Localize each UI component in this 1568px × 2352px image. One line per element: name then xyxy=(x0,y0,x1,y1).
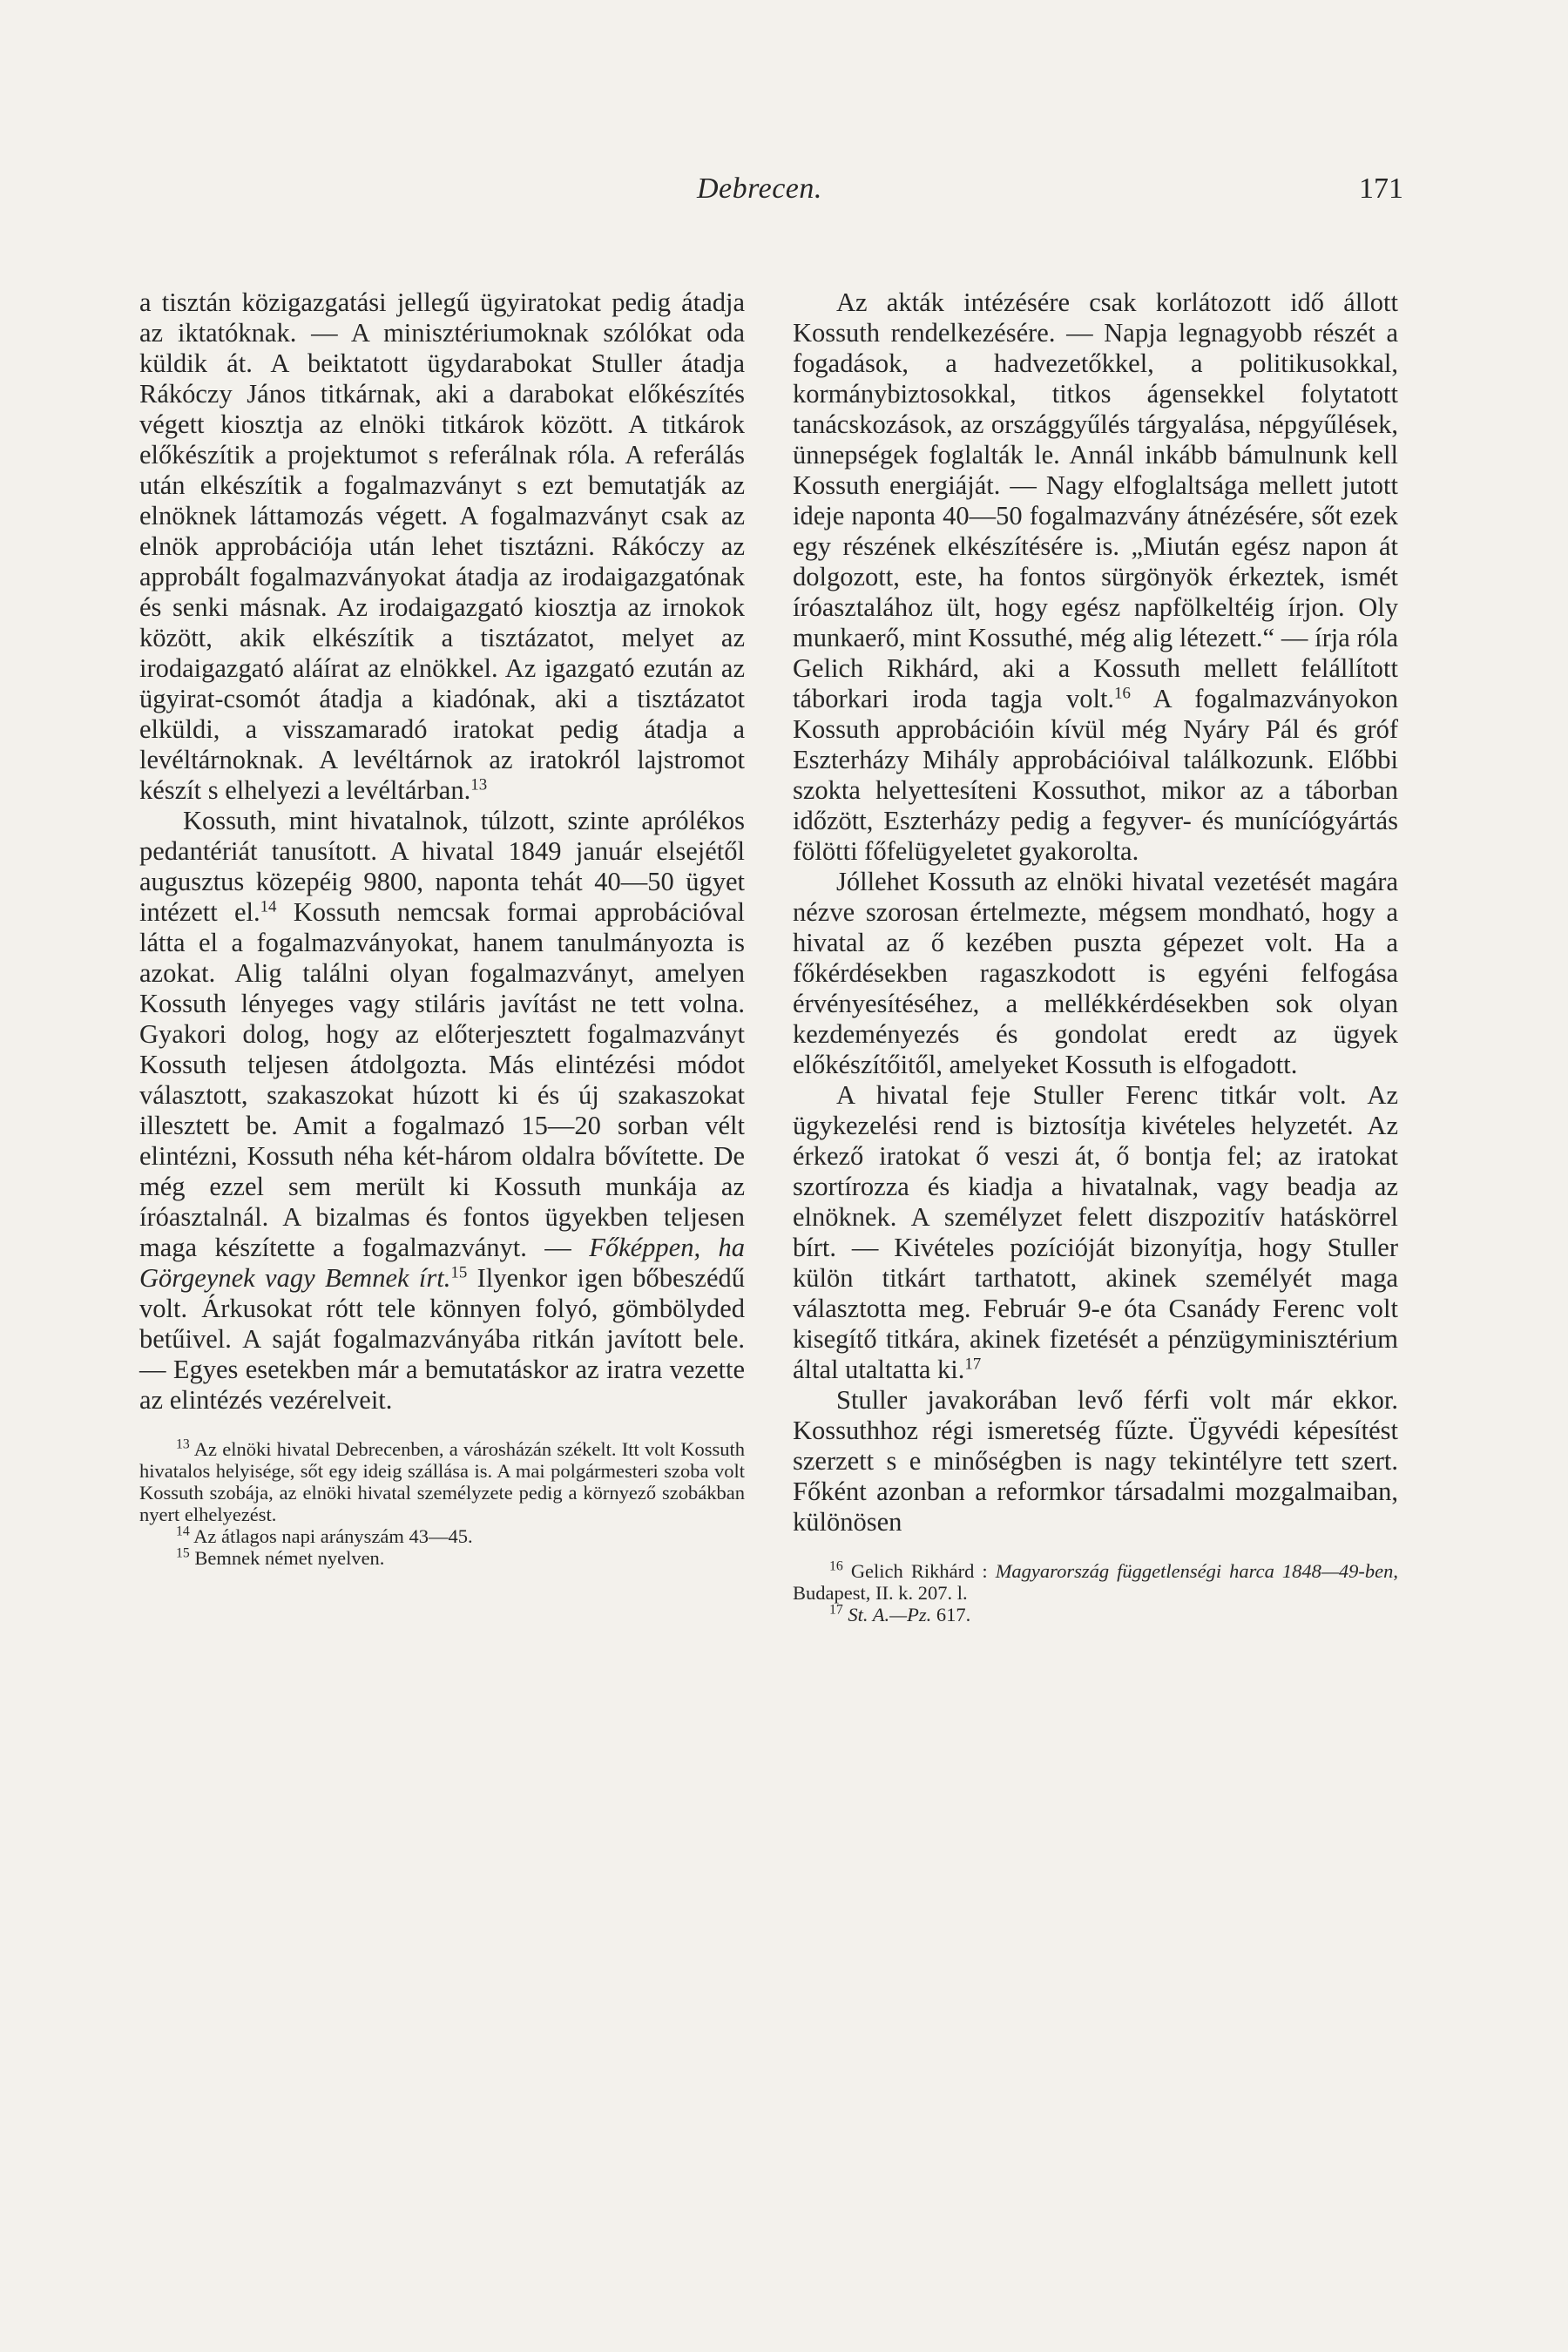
footnote-ref: 14 xyxy=(260,897,277,916)
footnote xyxy=(139,1438,745,1525)
footnote-title: Magyarország függetlenségi harca 1848—49-ben xyxy=(995,1560,1394,1582)
right-column xyxy=(793,287,1398,1625)
footnote xyxy=(139,1547,745,1569)
footnote-ref: 15 xyxy=(450,1263,468,1282)
footnote-number: 15 xyxy=(176,1545,190,1561)
footnote xyxy=(793,1604,1398,1625)
paragraph xyxy=(793,1080,1398,1385)
footnote-source: St. A.—Pz. xyxy=(848,1604,932,1625)
footnotes-right xyxy=(793,1560,1398,1625)
footnote-text: , Budapest, II. k. 207. l. xyxy=(793,1560,1398,1604)
footnote xyxy=(793,1560,1398,1604)
paragraph-text: Kossuth, mint hivatalnok, túlzott, szinte aprólékos pedantériát tanusított. A hivatal 1849 január elsejétől augusztus közepéig 9800, naponta tehát 40—50 ügyet intézett el. xyxy=(139,806,745,927)
paragraph-text: a tisztán közigazgatási jellegű ügyiratokat pedig átadja az iktatóknak. — A minisztériumoknak szólókat oda küldik át. A beiktatott ügydarabokat Stuller átadja Rákóczy János titkárnak, aki a darabokat előkészítés végett kiosztja az elnöki titkárok között. A titkárok előkészítik a projektumot s referálnak róla. A referálás után elkészítik a fogalmazványt s ezt bemutatják az elnöknek láttamozás végett. A fogalmazványt csak az elnök approbációja után lehet tisztázni. Rákóczy az approbált fogalmazványokat átadja az irodaigazgatónak és senki másnak. Az irodaigazgató kiosztja az irnokok között, akik elkészítik a tisztázatot, melyet az irodaigazgató aláírat az elnökkel. Az igazgató ezután az ügyirat-csomót átadja a kiadónak, aki a tisztázatot elküldi, a visszamaradó iratokat pedig átadja a levéltárnoknak. A levéltárnok az iratokról lajstromot készít s elhelyezi a levéltárban. xyxy=(139,287,745,805)
paragraph: Jóllehet Kossuth az elnöki hivatal vezetését magára nézve szorosan értelmezte, mégsem mondható, hogy a hivatal az ő kezében puszta gépezet volt. Ha a főkérdésekben ragaszkodott is egyéni felfogása érvényesítéséhez, a mellékkérdésekben sok olyan kezdeményezés és gondolat eredt az ügyek előkészítőitől, amelyeket Kossuth is elfogadott. xyxy=(793,867,1398,1079)
footnote-number: 14 xyxy=(176,1524,190,1539)
italic-quote: Főképpen, ha Görgeynek vagy Bemnek írt. xyxy=(139,1233,745,1293)
paragraph xyxy=(793,287,1398,867)
footnote-number: 17 xyxy=(829,1602,843,1618)
footnote-number: 13 xyxy=(176,1436,190,1452)
paragraph-text: Ilyenkor igen bőbeszédű volt. Árkusokat rótt tele könnyen folyó, gömbölyded betűivel. A saját fogalmazványába ritkán javított bele. — Egyes esetekben már a bemutatáskor az iratra vezette az elintézés vezérelveit. xyxy=(139,1263,745,1415)
footnotes-left xyxy=(139,1438,745,1569)
footnote-number: 16 xyxy=(829,1558,843,1574)
paragraph xyxy=(139,806,745,1416)
paragraph-text: Kossuth nemcsak formai approbációval látta el a fogalmazványokat, hanem tanulmányozta is azokat. Alig találni olyan fogalmazványt, amelyen Kossuth lényeges vagy stiláris javítást ne tett volna. Gyakori dolog, hogy az előterjesztett fogalmazványt Kossuth teljesen átdolgozta. Más elintézési módot választott, szakaszokat húzott ki és új szakaszokat illesztett be. Amit a fogalmazó 15—20 sorban vélt elintézni, Kossuth néha két-három oldalra bővítette. De még ezzel sem merült ki Kossuth munkája az íróasztalnál. A bizalmas és fontos ügyekben teljesen maga készítette a fogalmazványt. — xyxy=(139,897,745,1262)
paragraph xyxy=(139,287,745,806)
paragraph-text: A hivatal feje Stuller Ferenc titkár volt. Az ügykezelési rend is biztosítja kivételes helyzetét. Az érkező iratokat ő veszi át, ő bontja fel; az iratokat szortírozza és kiadja a hivatalnak, vagy beadja az elnöknek. A személyzet felett diszpozitív hatáskörrel bírt. — Kivételes pozícióját bizonyítja, hogy Stuller külön titkárt tarthatott, akinek személyét maga választotta meg. Február 9-e óta Csanády Ferenc volt kisegítő titkára, akinek fizetését a pénzügyminisztérium által utaltatta ki. xyxy=(793,1080,1398,1384)
running-title: Debrecen. xyxy=(697,172,822,205)
footnote-text: Gelich Rikhárd : xyxy=(850,1560,996,1582)
paragraph-text: A fogalmazványokon Kossuth approbációin kívül még Nyáry Pál és gróf Eszterházy Mihály approbációival találkozunk. Előbbi szokta helyettesíteni Kossuthot, mikor az a táborban időzött, Eszterházy pedig a fegyver- és munícíógyártás fölötti főfelügyeletet gyakorolta. xyxy=(793,684,1398,866)
footnote-ref: 13 xyxy=(470,775,488,794)
footnote-ref: 16 xyxy=(1114,684,1131,703)
footnote-text: 617. xyxy=(931,1604,971,1625)
page-header xyxy=(0,172,1568,216)
paragraph: Stuller javakorában levő férfi volt már ekkor. Kossuthhoz régi ismeretség fűzte. Ügyvédi képesítést szerzett s e minőségben is nagy tekintélyre tett szert. Főként azonban a reformkor társadalmi mozgalmaiban, különösen xyxy=(793,1385,1398,1537)
footnote-text: Az átlagos napi arányszám 43—45. xyxy=(193,1525,473,1547)
footnote-ref: 17 xyxy=(964,1355,982,1374)
page-number: 171 xyxy=(1359,172,1403,205)
paragraph-text: Az akták intézésére csak korlátozott idő állott Kossuth rendelkezésére. — Napja legnagyobb részét a fogadások, a hadvezetőkkel, a politikusokkal, kormánybiztosokkal, titkos ágensekkel folytatott tanácskozások, az országgyűlés tárgyalása, népgyűlések, ünnepségek foglalták le. Annál inkább bámulnunk kell Kossuth energiáját. — Nagy elfoglaltsága mellett jutott ideje naponta 40—50 fogalmazvány átnézésére, sőt ezek egy részének elkészítésére is. „Miután egész napon át dolgozott, este, ha fontos sürgönyök érkeztek, ismét íróasztalához ült, hogy egész napfölkeltéig írjon. Oly munkaerő, mint Kossuthé, még alig létezett.“ — írja róla Gelich Rikhárd, aki a Kossuth mellett felállított táborkari iroda tagja volt. xyxy=(793,287,1398,713)
left-column xyxy=(139,287,745,1569)
footnote-text: Az elnöki hivatal Debrecenben, a városházán székelt. Itt volt Kossuth hivatalos helyisége, sőt egy ideig szállása is. A mai polgármesteri szoba volt Kossuth szobája, az elnöki hivatal személyzete pedig a környező szobákban nyert elhelyezést. xyxy=(139,1438,745,1525)
footnote-text: Bemnek német nyelven. xyxy=(194,1547,385,1569)
footnote xyxy=(139,1525,745,1547)
